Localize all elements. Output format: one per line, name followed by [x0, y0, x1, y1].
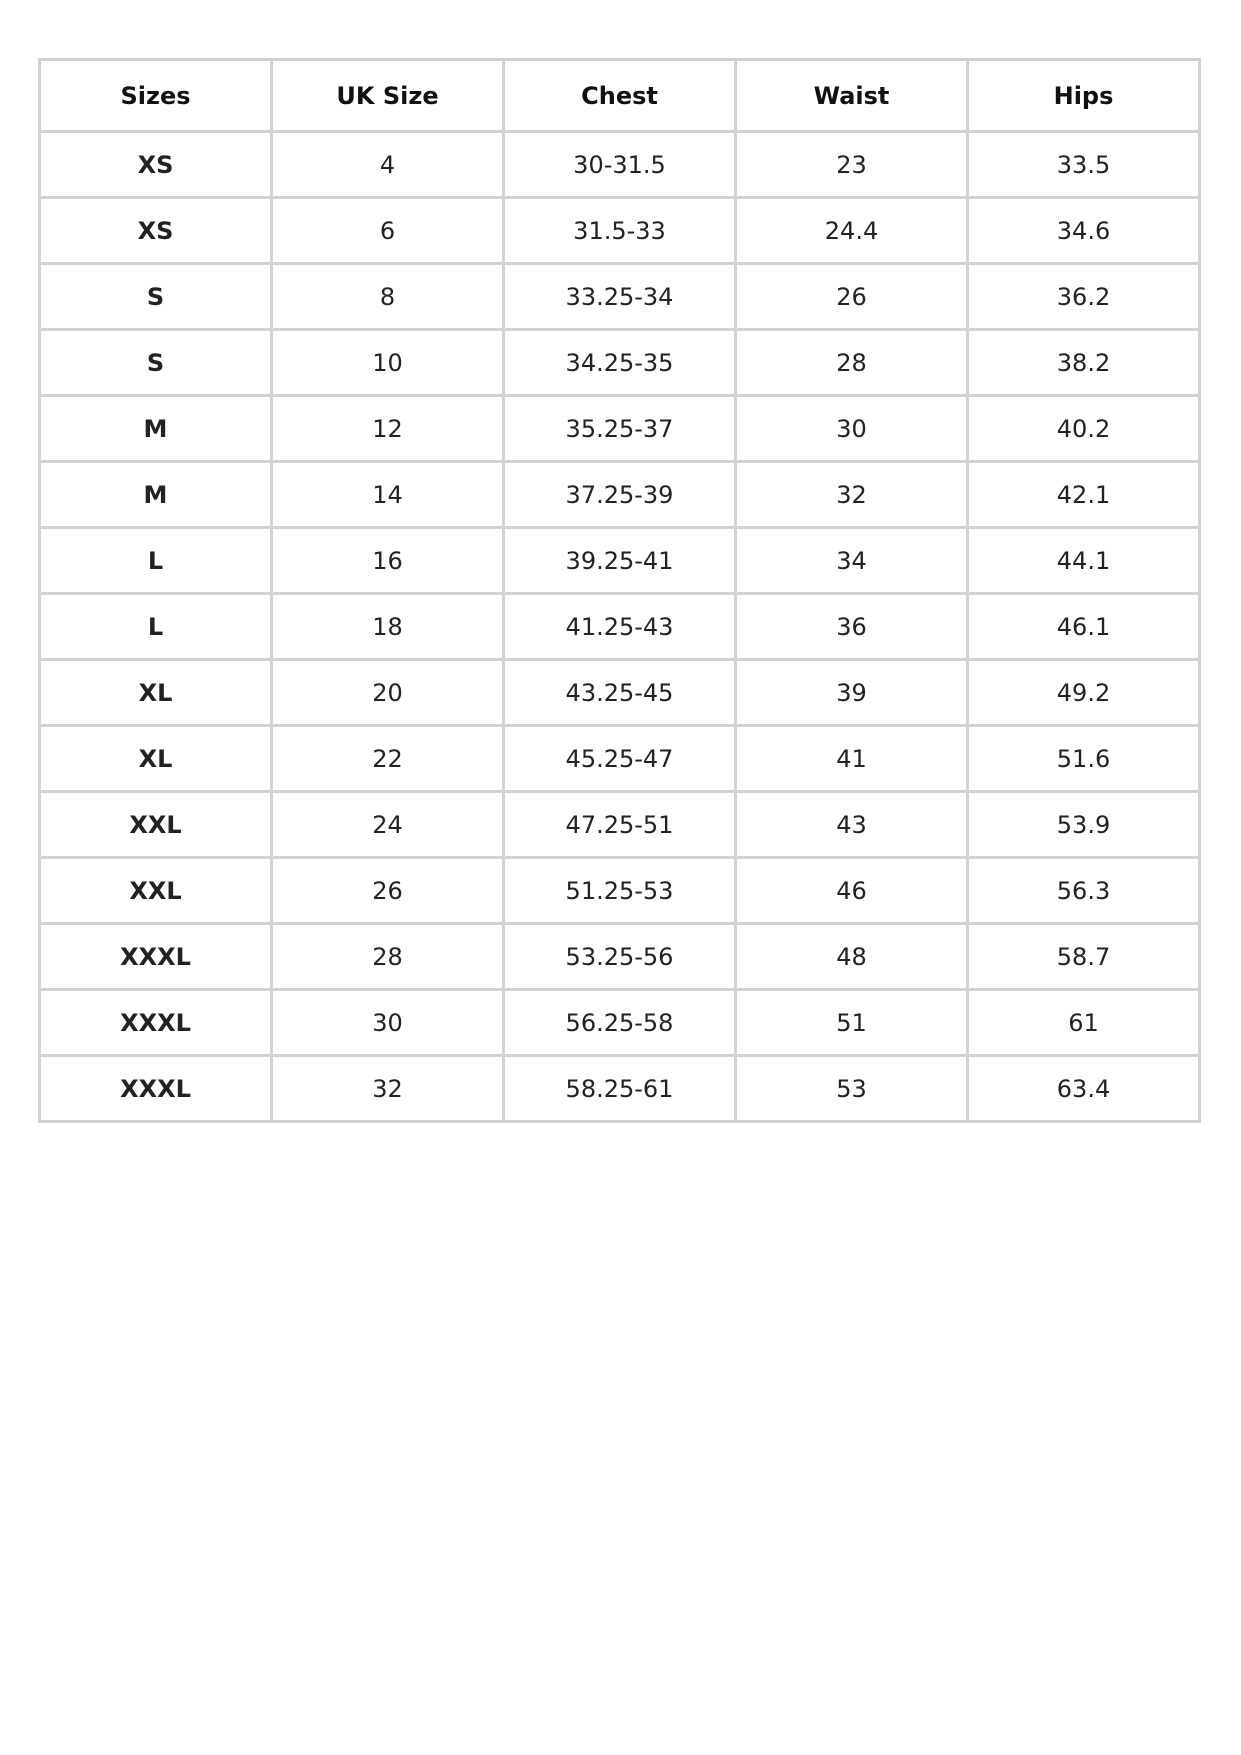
cell-chest: 56.25-58: [504, 990, 736, 1056]
header-hips: Hips: [968, 60, 1200, 132]
cell-hips: 42.1: [968, 462, 1200, 528]
table-row: [40, 462, 1200, 528]
table-row: [40, 660, 1200, 726]
size-chart-header: [40, 60, 1200, 132]
cell-chest: 33.25-34: [504, 264, 736, 330]
cell-chest: 51.25-53: [504, 858, 736, 924]
cell-uk-size: 24: [272, 792, 504, 858]
cell-size: XL: [40, 660, 272, 726]
table-row: [40, 330, 1200, 396]
cell-uk-size: 32: [272, 1056, 504, 1122]
header-waist: Waist: [736, 60, 968, 132]
cell-hips: 51.6: [968, 726, 1200, 792]
cell-chest: 41.25-43: [504, 594, 736, 660]
cell-hips: 58.7: [968, 924, 1200, 990]
cell-hips: 33.5: [968, 132, 1200, 198]
cell-size: XXXL: [40, 1056, 272, 1122]
cell-chest: 34.25-35: [504, 330, 736, 396]
cell-hips: 56.3: [968, 858, 1200, 924]
cell-uk-size: 4: [272, 132, 504, 198]
cell-waist: 43: [736, 792, 968, 858]
cell-waist: 46: [736, 858, 968, 924]
cell-chest: 43.25-45: [504, 660, 736, 726]
cell-waist: 41: [736, 726, 968, 792]
cell-chest: 45.25-47: [504, 726, 736, 792]
cell-uk-size: 20: [272, 660, 504, 726]
cell-size: XXXL: [40, 990, 272, 1056]
cell-uk-size: 14: [272, 462, 504, 528]
header-row: [40, 60, 1200, 132]
cell-uk-size: 18: [272, 594, 504, 660]
cell-waist: 36: [736, 594, 968, 660]
cell-hips: 61: [968, 990, 1200, 1056]
table-row: [40, 528, 1200, 594]
cell-uk-size: 8: [272, 264, 504, 330]
cell-size: XS: [40, 198, 272, 264]
cell-uk-size: 28: [272, 924, 504, 990]
table-row: [40, 132, 1200, 198]
cell-size: L: [40, 594, 272, 660]
cell-chest: 30-31.5: [504, 132, 736, 198]
cell-chest: 39.25-41: [504, 528, 736, 594]
size-chart-body: [40, 132, 1200, 1122]
cell-size: M: [40, 396, 272, 462]
cell-uk-size: 6: [272, 198, 504, 264]
cell-size: S: [40, 330, 272, 396]
cell-size: M: [40, 462, 272, 528]
cell-hips: 40.2: [968, 396, 1200, 462]
cell-size: XL: [40, 726, 272, 792]
cell-size: XXXL: [40, 924, 272, 990]
cell-waist: 51: [736, 990, 968, 1056]
cell-chest: 58.25-61: [504, 1056, 736, 1122]
cell-waist: 30: [736, 396, 968, 462]
cell-waist: 48: [736, 924, 968, 990]
cell-chest: 47.25-51: [504, 792, 736, 858]
cell-uk-size: 10: [272, 330, 504, 396]
cell-waist: 28: [736, 330, 968, 396]
header-sizes: Sizes: [40, 60, 272, 132]
cell-chest: 31.5-33: [504, 198, 736, 264]
table-row: [40, 990, 1200, 1056]
cell-waist: 32: [736, 462, 968, 528]
table-row: [40, 198, 1200, 264]
table-row: [40, 264, 1200, 330]
table-row: [40, 858, 1200, 924]
cell-hips: 53.9: [968, 792, 1200, 858]
cell-hips: 49.2: [968, 660, 1200, 726]
cell-waist: 26: [736, 264, 968, 330]
cell-size: XXL: [40, 792, 272, 858]
table-row: [40, 924, 1200, 990]
cell-uk-size: 12: [272, 396, 504, 462]
header-uk-size: UK Size: [272, 60, 504, 132]
table-row: [40, 1056, 1200, 1122]
cell-hips: 63.4: [968, 1056, 1200, 1122]
header-chest: Chest: [504, 60, 736, 132]
table-row: [40, 726, 1200, 792]
cell-uk-size: 26: [272, 858, 504, 924]
cell-hips: 46.1: [968, 594, 1200, 660]
cell-waist: 53: [736, 1056, 968, 1122]
cell-chest: 37.25-39: [504, 462, 736, 528]
cell-waist: 23: [736, 132, 968, 198]
cell-uk-size: 22: [272, 726, 504, 792]
cell-size: S: [40, 264, 272, 330]
table-row: [40, 594, 1200, 660]
cell-hips: 38.2: [968, 330, 1200, 396]
cell-chest: 35.25-37: [504, 396, 736, 462]
table-row: [40, 792, 1200, 858]
cell-hips: 34.6: [968, 198, 1200, 264]
cell-size: L: [40, 528, 272, 594]
cell-size: XXL: [40, 858, 272, 924]
cell-waist: 34: [736, 528, 968, 594]
cell-size: XS: [40, 132, 272, 198]
cell-waist: 24.4: [736, 198, 968, 264]
cell-chest: 53.25-56: [504, 924, 736, 990]
cell-uk-size: 16: [272, 528, 504, 594]
cell-waist: 39: [736, 660, 968, 726]
cell-hips: 44.1: [968, 528, 1200, 594]
cell-uk-size: 30: [272, 990, 504, 1056]
table-row: [40, 396, 1200, 462]
cell-hips: 36.2: [968, 264, 1200, 330]
size-chart-table: [38, 58, 1201, 1123]
